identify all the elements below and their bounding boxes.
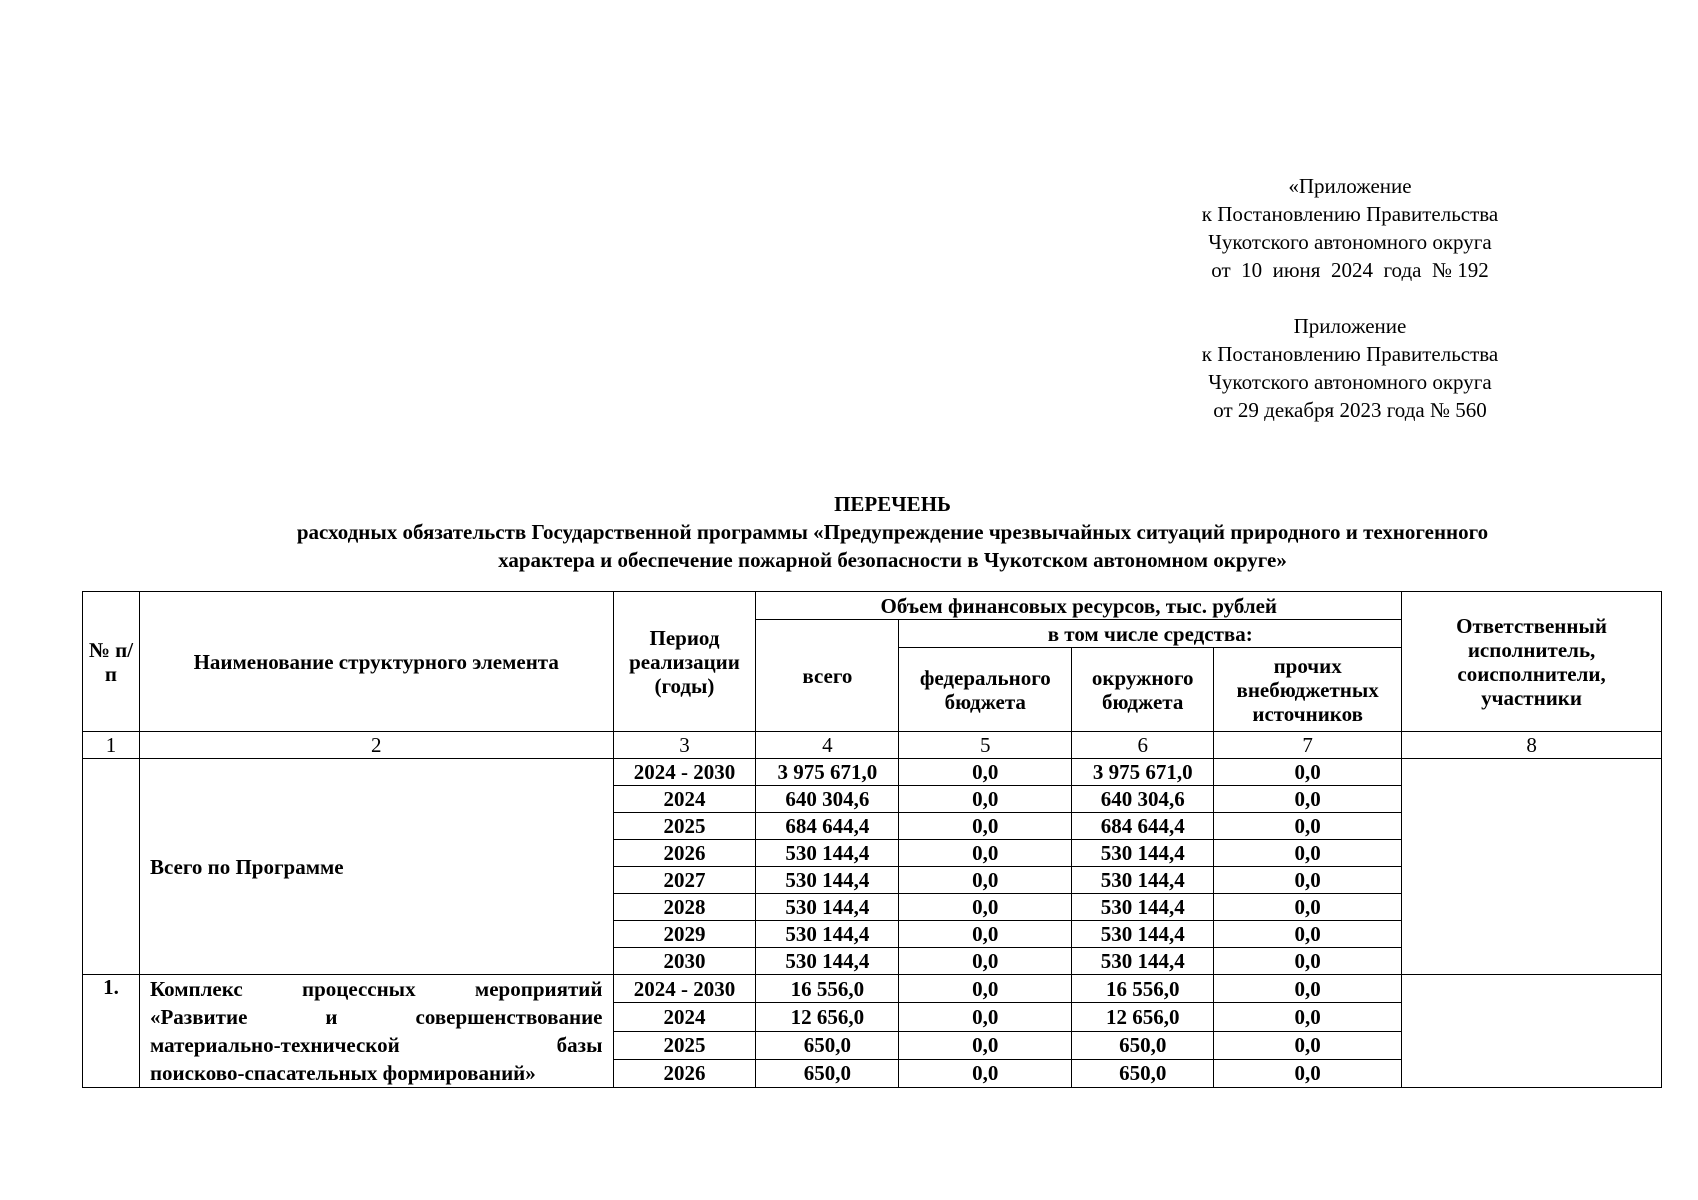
cell-total: 16 556,0	[756, 975, 899, 1003]
structural-element-name-line: поисково-спасательных формирований»	[149, 1061, 536, 1085]
header-other: прочих внебюджетных источников	[1214, 648, 1402, 732]
column-number: 4	[756, 732, 899, 759]
cell-other: 0,0	[1214, 786, 1402, 813]
cell-period: 2025	[613, 813, 756, 840]
table-row	[83, 975, 1662, 1003]
cell-period: 2024 - 2030	[613, 759, 756, 786]
header-including: в том числе средства:	[899, 620, 1402, 648]
appendix-header-original	[1150, 312, 1550, 424]
cell-district: 640 304,6	[1072, 786, 1214, 813]
cell-district: 16 556,0	[1072, 975, 1214, 1003]
cell-federal: 0,0	[899, 1003, 1072, 1031]
column-number: 6	[1072, 732, 1214, 759]
structural-element-name	[139, 975, 613, 1088]
cell-other: 0,0	[1214, 894, 1402, 921]
cell-federal: 0,0	[899, 975, 1072, 1003]
cell-other: 0,0	[1214, 867, 1402, 894]
cell-federal: 0,0	[899, 1031, 1072, 1059]
cell-federal: 0,0	[899, 894, 1072, 921]
cell-other: 0,0	[1214, 1031, 1402, 1059]
cell-period: 2029	[613, 921, 756, 948]
cell-period: 2027	[613, 867, 756, 894]
cell-other: 0,0	[1214, 840, 1402, 867]
appendix-header-line: «Приложение	[1288, 174, 1412, 198]
cell-total: 530 144,4	[756, 921, 899, 948]
document-title	[0, 490, 1698, 574]
column-number: 3	[613, 732, 756, 759]
responsible-cell	[1402, 975, 1662, 1088]
header-total: всего	[756, 620, 899, 732]
cell-total: 530 144,4	[756, 840, 899, 867]
cell-total: 530 144,4	[756, 894, 899, 921]
row-index	[83, 759, 140, 975]
cell-period: 2024 - 2030	[613, 975, 756, 1003]
cell-other: 0,0	[1214, 921, 1402, 948]
cell-federal: 0,0	[899, 921, 1072, 948]
cell-total: 3 975 671,0	[756, 759, 899, 786]
title-subline: расходных обязательств Государственной программы «Предупреждение чрезвычайных ситуаций природного и техногенного	[296, 520, 1489, 544]
cell-period: 2030	[613, 948, 756, 975]
expenditure-table	[82, 591, 1662, 1088]
cell-total: 650,0	[756, 1059, 899, 1087]
cell-district: 530 144,4	[1072, 894, 1214, 921]
cell-federal: 0,0	[899, 867, 1072, 894]
cell-district: 650,0	[1072, 1059, 1214, 1087]
cell-period: 2025	[613, 1031, 756, 1059]
cell-district: 684 644,4	[1072, 813, 1214, 840]
title-subline: характера и обеспечение пожарной безопасности в Чукотском автономном округе»	[498, 548, 1287, 572]
cell-district: 650,0	[1072, 1031, 1214, 1059]
cell-district: 3 975 671,0	[1072, 759, 1214, 786]
appendix-header-line: к Постановлению Правительства	[1201, 202, 1499, 226]
cell-total: 12 656,0	[756, 1003, 899, 1031]
cell-district: 530 144,4	[1072, 921, 1214, 948]
cell-period: 2024	[613, 1003, 756, 1031]
header-volume: Объем финансовых ресурсов, тыс. рублей	[756, 592, 1402, 620]
structural-element-name-line: Комплекс процессных мероприятий	[149, 977, 603, 1001]
cell-total: 530 144,4	[756, 867, 899, 894]
appendix-header-line: от 29 декабря 2023 года № 560	[1213, 398, 1487, 422]
cell-federal: 0,0	[899, 786, 1072, 813]
cell-federal: 0,0	[899, 840, 1072, 867]
responsible-cell	[1402, 759, 1662, 975]
structural-element-name-line: материально-технической базы	[149, 1033, 603, 1057]
cell-other: 0,0	[1214, 1059, 1402, 1087]
appendix-header-line: Чукотского автономного округа	[1208, 230, 1492, 254]
header-period: Период реализации (годы)	[613, 592, 756, 732]
header-responsible: Ответственный исполнитель, соисполнители, участники	[1402, 592, 1662, 732]
row-index: 1.	[83, 975, 140, 1088]
cell-federal: 0,0	[899, 948, 1072, 975]
column-number: 7	[1214, 732, 1402, 759]
header-num: № п/п	[83, 592, 140, 732]
table-row	[83, 759, 1662, 786]
cell-total: 650,0	[756, 1031, 899, 1059]
cell-total: 684 644,4	[756, 813, 899, 840]
structural-element-name: Всего по Программе	[139, 759, 613, 975]
cell-period: 2026	[613, 1059, 756, 1087]
appendix-header-line: от 10 июня 2024 года № 192	[1211, 258, 1489, 282]
cell-district: 530 144,4	[1072, 948, 1214, 975]
title-heading: ПЕРЕЧЕНЬ	[834, 492, 951, 516]
cell-other: 0,0	[1214, 948, 1402, 975]
header-federal: федерального бюджета	[899, 648, 1072, 732]
column-number: 5	[899, 732, 1072, 759]
cell-federal: 0,0	[899, 1059, 1072, 1087]
cell-federal: 0,0	[899, 759, 1072, 786]
cell-total: 640 304,6	[756, 786, 899, 813]
cell-total: 530 144,4	[756, 948, 899, 975]
cell-other: 0,0	[1214, 813, 1402, 840]
cell-period: 2024	[613, 786, 756, 813]
cell-district: 530 144,4	[1072, 840, 1214, 867]
column-number: 8	[1402, 732, 1662, 759]
cell-district: 12 656,0	[1072, 1003, 1214, 1031]
column-number: 2	[139, 732, 613, 759]
cell-other: 0,0	[1214, 975, 1402, 1003]
appendix-header-line: Чукотского автономного округа	[1208, 370, 1492, 394]
cell-district: 530 144,4	[1072, 867, 1214, 894]
cell-period: 2026	[613, 840, 756, 867]
cell-period: 2028	[613, 894, 756, 921]
cell-other: 0,0	[1214, 759, 1402, 786]
cell-federal: 0,0	[899, 813, 1072, 840]
column-number: 1	[83, 732, 140, 759]
appendix-header-line: Приложение	[1293, 314, 1407, 338]
header-district: окружного бюджета	[1072, 648, 1214, 732]
structural-element-name-line: «Развитие и совершенствование	[149, 1005, 603, 1029]
appendix-header-line: к Постановлению Правительства	[1201, 342, 1499, 366]
appendix-header-current	[1150, 172, 1550, 284]
header-name: Наименование структурного элемента	[139, 592, 613, 732]
cell-other: 0,0	[1214, 1003, 1402, 1031]
